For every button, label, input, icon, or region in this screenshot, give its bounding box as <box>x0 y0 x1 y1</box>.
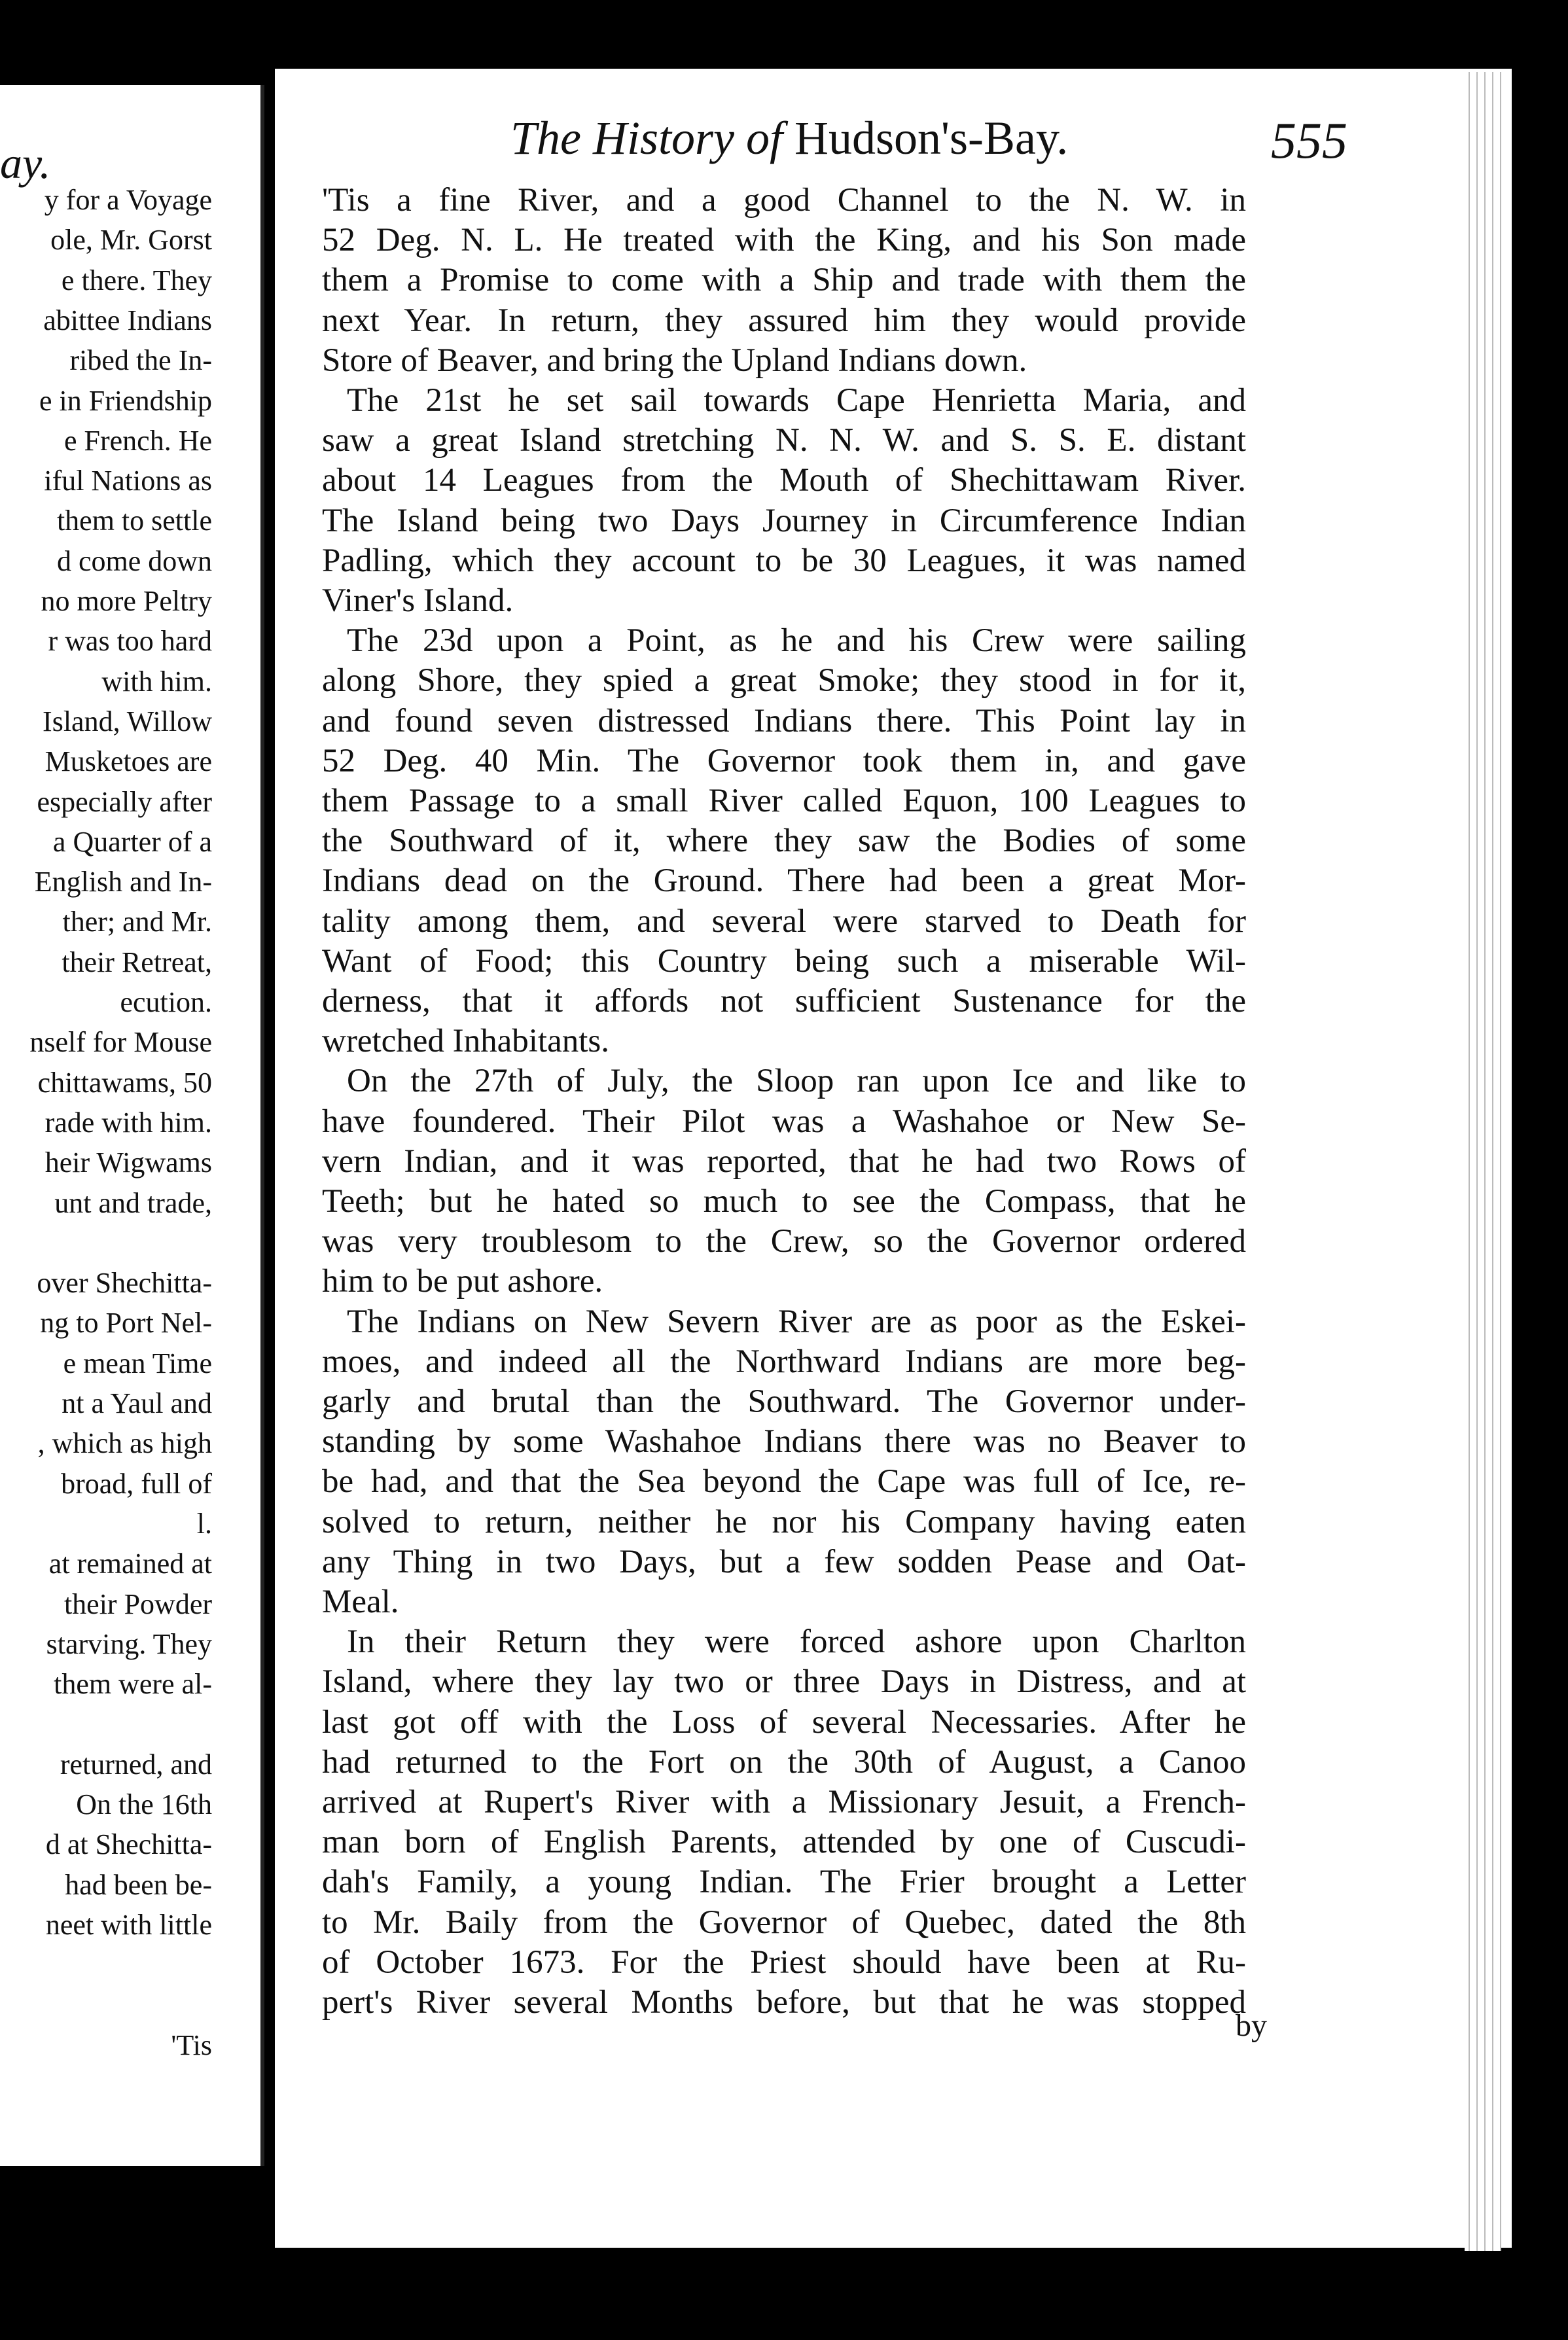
left-page-line: d come down <box>56 544 212 577</box>
body-line: 'Tis a fine River, and a good Channel to the N. W. in <box>322 182 1246 219</box>
left-page-line: returned, and <box>60 1748 212 1781</box>
left-page-line: chittawams, 50 <box>37 1066 212 1099</box>
left-page-line: unt and trade, <box>54 1186 212 1219</box>
body-line: dah's Family, a young Indian. The Frier brought a Letter <box>322 1864 1246 1901</box>
left-page-line: heir Wigwams <box>45 1146 212 1179</box>
left-page-line: had been be- <box>65 1868 212 1901</box>
running-header <box>275 111 1387 177</box>
left-page-line: rade with him. <box>45 1106 212 1139</box>
body-line: derness, that it affords not sufficient Sustenance for the <box>322 983 1246 1019</box>
left-page-line: On the 16th <box>76 1788 212 1820</box>
body-line: them a Promise to come with a Ship and trade with them the <box>322 262 1246 299</box>
body-line: have foundered. Their Pilot was a Washahoe or New Se- <box>322 1103 1246 1140</box>
left-page-line: r was too hard <box>48 625 212 658</box>
left-page-line: at remained at <box>48 1548 212 1580</box>
left-page-line: their Powder <box>63 1587 212 1620</box>
body-line: him to be put ashore. <box>322 1263 603 1300</box>
body-line: Meal. <box>322 1584 399 1620</box>
left-page-line: over Shechitta- <box>37 1267 212 1300</box>
body-line: pert's River several Months before, but that he was stopped <box>322 1984 1246 2021</box>
left-page-line: e there. They <box>61 264 212 296</box>
body-line: The 21st he set sail towards Cape Henrietta Maria, and <box>347 382 1246 419</box>
left-page-line: l. <box>196 1507 212 1540</box>
left-page-line: their Retreat, <box>62 946 212 978</box>
left-page-line: English and In- <box>34 866 212 898</box>
body-line: them Passage to a small River called Equon, 100 Leagues to <box>322 783 1246 819</box>
left-page-line: e mean Time <box>63 1347 212 1379</box>
left-page-line: nself for Mouse <box>29 1026 212 1059</box>
body-line: the Southward of it, where they saw the Bodies of some <box>322 823 1246 860</box>
body-line: be had, and that the Sea beyond the Cape was full of Ice, re- <box>322 1463 1246 1500</box>
body-line: along Shore, they spied a great Smoke; they stood in for it, <box>322 662 1246 700</box>
left-running-head: ay. <box>0 138 51 188</box>
body-line: to Mr. Baily from the Governor of Quebec, dated the 8th <box>322 1904 1246 1941</box>
body-line: garly and brutal than the Southward. The Governor under- <box>322 1383 1246 1420</box>
left-page-fragment <box>0 85 264 2166</box>
body-line: of October 1673. For the Priest should have been at Ru- <box>322 1943 1246 1981</box>
body-line: tality among them, and several were starved to Death for <box>322 902 1246 940</box>
body-line: solved to return, neither he nor his Company having eaten <box>322 1503 1246 1540</box>
left-page-line: , which as high <box>37 1427 212 1460</box>
body-line: Teeth; but he hated so much to see the Compass, that he <box>322 1183 1246 1220</box>
left-page-line: ther; and Mr. <box>62 906 212 938</box>
body-line: In their Return they were forced ashore upon Charlton <box>347 1623 1246 1661</box>
running-title <box>510 111 1068 166</box>
body-line: On the 27th of July, the Sloop ran upon Ice and like to <box>347 1063 1246 1100</box>
left-page-line: Musketoes are <box>45 745 212 778</box>
body-line: wretched Inhabitants. <box>322 1023 610 1060</box>
body-line: moes, and indeed all the Northward Indians are more beg- <box>322 1343 1246 1380</box>
page-number: 555 <box>1271 112 1347 169</box>
left-page-line: y for a Voyage <box>44 184 212 216</box>
running-title-italic: The History of <box>510 112 783 164</box>
body-line: 52 Deg. N. L. He treated with the King, and his Son made <box>322 222 1246 259</box>
left-page-line: broad, full of <box>61 1467 212 1500</box>
body-line: last got off with the Loss of several Necessaries. After he <box>322 1703 1246 1741</box>
body-line: and found seven distressed Indians there. This Point lay in <box>322 702 1246 739</box>
body-line: about 14 Leagues from the Mouth of Shechittawam River. <box>322 462 1246 499</box>
left-page-line: neet with little <box>45 1908 212 1941</box>
body-line: Store of Beaver, and bring the Upland Indians down. <box>322 342 1027 379</box>
left-page-line: e in Friendship <box>39 384 212 417</box>
body-line: man born of English Parents, attended by one of Cuscudi- <box>322 1824 1246 1861</box>
body-line: The Island being two Days Journey in Circumference Indian <box>322 502 1246 539</box>
left-page-line: starving. They <box>46 1627 212 1660</box>
body-line: standing by some Washahoe Indians there was no Beaver to <box>322 1423 1246 1461</box>
body-line: arrived at Rupert's River with a Missionary Jesuit, a French- <box>322 1784 1246 1820</box>
left-page-line: ribed the In- <box>69 344 212 377</box>
left-page-line: them to settle <box>56 505 212 537</box>
body-line: saw a great Island stretching N. N. W. and S. S. E. distant <box>322 422 1246 459</box>
left-page-line: with him. <box>101 665 212 698</box>
body-line: Viner's Island. <box>322 582 514 619</box>
left-page-line: a Quarter of a <box>52 825 212 858</box>
running-title-roman: Hudson's-Bay. <box>783 112 1069 164</box>
left-page-line: Island, Willow <box>43 705 212 737</box>
left-page-line: ole, Mr. Gorst <box>50 224 212 257</box>
body-line: 52 Deg. 40 Min. The Governor took them in, and gave <box>322 742 1246 779</box>
left-page-line: them were al- <box>54 1668 212 1701</box>
left-page-line: 'Tis <box>171 2029 212 2061</box>
body-line: Island, where they lay two or three Days in Distress, and at <box>322 1663 1246 1701</box>
body-line: Indians dead on the Ground. There had been a great Mor- <box>322 862 1246 900</box>
left-page-line: ecution. <box>120 986 212 1018</box>
left-page-line: especially after <box>37 785 212 818</box>
left-page-line: no more Peltry <box>41 585 212 617</box>
body-line: next Year. In return, they assured him they would provide <box>322 302 1246 339</box>
left-page-line: e French. He <box>63 424 212 457</box>
left-page-line: ng to Port Nel- <box>40 1307 212 1339</box>
page-edge-stack <box>1465 72 1501 2251</box>
left-page-line: abittee Indians <box>43 304 212 336</box>
body-line: had returned to the Fort on the 30th of August, a Canoo <box>322 1743 1246 1781</box>
left-page-line: nt a Yaul and <box>62 1387 212 1419</box>
catchword: by <box>1236 2008 1267 2043</box>
body-line: vern Indian, and it was reported, that he had two Rows of <box>322 1143 1246 1180</box>
body-line: The Indians on New Severn River are as poor as the Eskei- <box>347 1303 1246 1340</box>
left-page-line: iful Nations as <box>44 465 212 497</box>
body-line: Padling, which they account to be 30 Leagues, it was named <box>322 542 1246 579</box>
body-line: Want of Food; this Country being such a miserable Wil- <box>322 942 1246 980</box>
left-page-line: d at Shechitta- <box>45 1828 212 1861</box>
body-line: The 23d upon a Point, as he and his Crew were sailing <box>347 622 1246 660</box>
body-line: was very troublesom to the Crew, so the Governor ordered <box>322 1223 1246 1260</box>
body-line: any Thing in two Days, but a few sodden Pease and Oat- <box>322 1543 1246 1580</box>
